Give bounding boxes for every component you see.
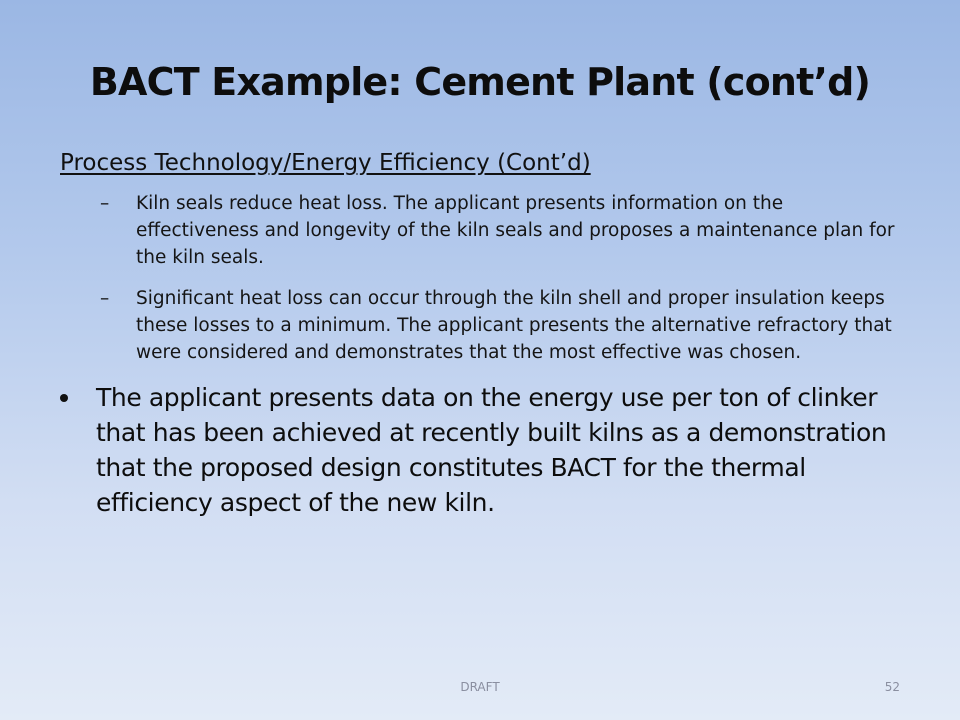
sub-bullet-item	[60, 285, 910, 366]
slide-title: BACT Example: Cement Plant (cont’d)	[89, 60, 871, 104]
slide-page-number: 52	[884, 680, 900, 694]
dash-bullet-icon: –	[100, 193, 110, 214]
sub-bullet-text: Significant heat loss can occur through the kiln shell and proper insulation keeps these losses to a minimum. The applicant presents the alternative refractory that were considered and demonstrates that the most effective was chosen.	[136, 288, 892, 363]
sub-bullet-text: Kiln seals reduce heat loss. The applicant presents information on the effectiveness and longevity of the kiln seals and proposes a maintenance plan for the kiln seals.	[136, 193, 895, 268]
dash-bullet-icon: –	[100, 288, 110, 309]
section-subheading: Process Technology/Energy Efficiency (Cont’d)	[60, 150, 591, 176]
slide-content	[60, 150, 910, 520]
main-bullet-text: The applicant presents data on the energy use per ton of clinker that has been achieved at recently built kilns as a demonstration that the proposed design constitutes BACT for the thermal efficiency aspect of the new kiln.	[96, 383, 887, 517]
bullet-dot-icon	[60, 394, 68, 402]
main-bullet-item	[60, 380, 910, 520]
sub-bullet-item	[60, 190, 910, 271]
footer-draft-label: DRAFT	[460, 680, 500, 694]
